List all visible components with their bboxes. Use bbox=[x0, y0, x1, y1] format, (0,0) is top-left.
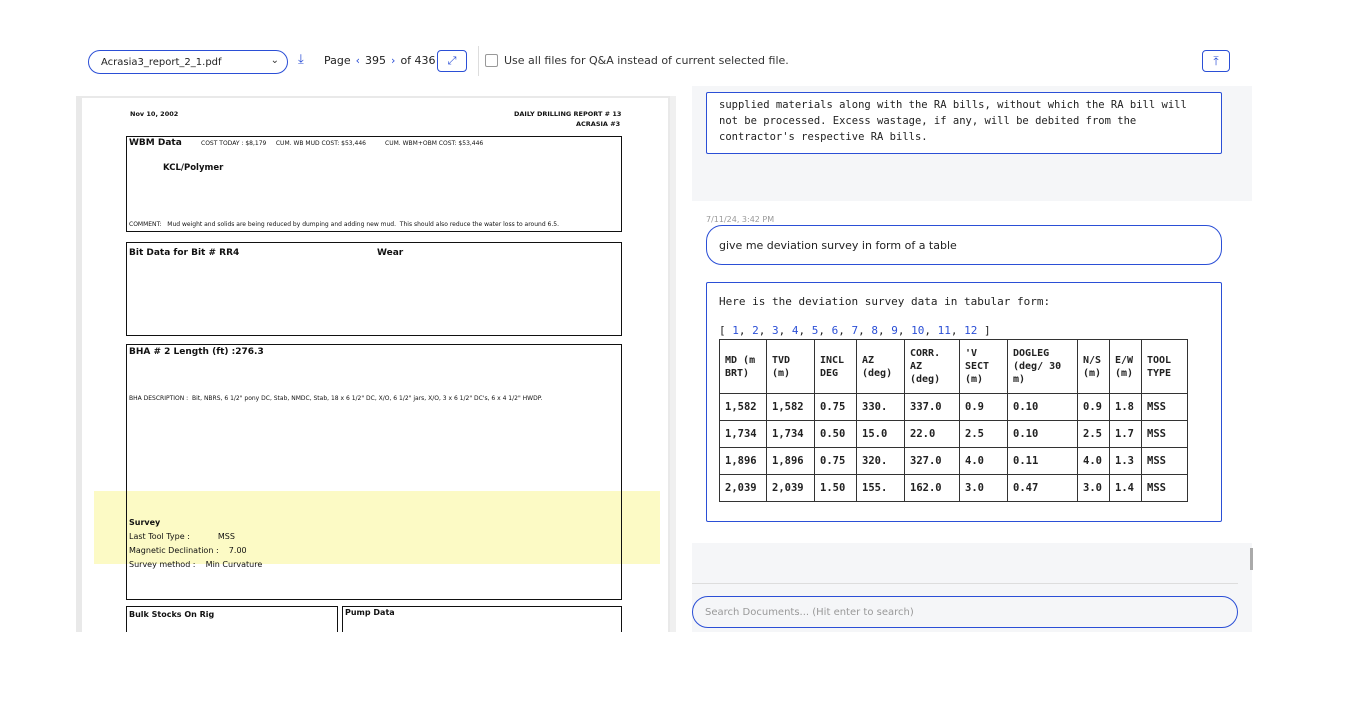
survey-title: Survey bbox=[129, 518, 161, 527]
table-row bbox=[720, 421, 1188, 448]
all-files-checkbox[interactable] bbox=[485, 54, 498, 67]
table-cell: 15.0 bbox=[857, 421, 905, 448]
table-cell: 337.0 bbox=[905, 394, 960, 421]
file-select[interactable] bbox=[88, 50, 288, 74]
table-cell: 155. bbox=[857, 475, 905, 502]
table-cell: 162.0 bbox=[905, 475, 960, 502]
col-az: AZ (deg) bbox=[857, 340, 905, 394]
next-page-icon[interactable]: › bbox=[391, 54, 396, 67]
survey-declination: Magnetic Declination : 7.00 bbox=[129, 546, 247, 555]
survey-method: Survey method : Min Curvature bbox=[129, 560, 263, 569]
table-cell: 0.9 bbox=[960, 394, 1008, 421]
col-vsect: 'V SECT (m) bbox=[960, 340, 1008, 394]
table-cell: 3.0 bbox=[1078, 475, 1110, 502]
previous-answer: supplied materials along with the RA bills, without which the RA bill will not be processed. Excess wastage, if any, will be debited from the contractor's respective RA bills. bbox=[706, 92, 1222, 154]
table-row bbox=[720, 475, 1188, 502]
col-ns: N/S (m) bbox=[1078, 340, 1110, 394]
table-cell: MSS bbox=[1142, 448, 1188, 475]
table-row bbox=[720, 394, 1188, 421]
table-cell: 1,582 bbox=[767, 394, 815, 421]
table-cell: 2,039 bbox=[720, 475, 767, 502]
table-row bbox=[720, 448, 1188, 475]
bulk-title: Bulk Stocks On Rig bbox=[129, 610, 215, 619]
pump-section bbox=[342, 606, 622, 632]
download-icon[interactable]: ⤓ bbox=[298, 52, 304, 67]
col-incl: INCL DEG bbox=[815, 340, 857, 394]
viewer-toolbar bbox=[0, 44, 1366, 80]
col-corr-az: CORR. AZ (deg) bbox=[905, 340, 960, 394]
table-cell: 320. bbox=[857, 448, 905, 475]
table-cell: MSS bbox=[1142, 394, 1188, 421]
toolbar-divider bbox=[478, 46, 479, 76]
table-cell: 1.3 bbox=[1110, 448, 1142, 475]
input-divider bbox=[692, 583, 1238, 584]
deviation-table bbox=[719, 339, 1188, 502]
wbm-title: WBM Data bbox=[129, 138, 182, 148]
bha-section bbox=[126, 344, 622, 600]
answer-number-list: [ 1, 2, 3, 4, 5, 6, 7, 8, 9, 10, 11, 12 ] bbox=[719, 324, 991, 337]
prev-page-icon[interactable]: ‹ bbox=[355, 54, 361, 67]
table-cell: MSS bbox=[1142, 475, 1188, 502]
pump-title: Pump Data bbox=[345, 608, 395, 617]
expand-button[interactable] bbox=[437, 50, 467, 72]
table-cell: 1,896 bbox=[767, 448, 815, 475]
table-cell: 0.10 bbox=[1008, 394, 1078, 421]
table-cell: 2.5 bbox=[1078, 421, 1110, 448]
all-files-checkbox-label: Use all files for Q&A instead of current selected file. bbox=[504, 54, 789, 67]
table-cell: 0.11 bbox=[1008, 448, 1078, 475]
report-date: Nov 10, 2002 bbox=[130, 110, 179, 118]
table-cell: 1,734 bbox=[720, 421, 767, 448]
pager bbox=[324, 54, 436, 67]
wbm-header: COST TODAY : $8,179 CUM. WB MUD COST: $53,446 CUM. WBM+OBM COST: $53,446 bbox=[201, 140, 484, 147]
col-tool: TOOL TYPE bbox=[1142, 340, 1188, 394]
page-label: Page bbox=[324, 54, 351, 67]
col-tvd: TVD (m) bbox=[767, 340, 815, 394]
table-cell: 4.0 bbox=[1078, 448, 1110, 475]
table-cell: 0.50 bbox=[815, 421, 857, 448]
report-title: DAILY DRILLING REPORT # 13 bbox=[514, 110, 622, 118]
page-current[interactable]: 395 bbox=[365, 54, 387, 67]
mud-type: KCL/Polymer bbox=[163, 163, 224, 173]
table-cell: 0.75 bbox=[815, 394, 857, 421]
rig-name: ACRASIA #3 bbox=[576, 120, 621, 128]
table-cell: 1.50 bbox=[815, 475, 857, 502]
bulk-stocks-section bbox=[126, 606, 338, 632]
table-cell: MSS bbox=[1142, 421, 1188, 448]
pdf-viewer[interactable] bbox=[76, 96, 670, 632]
table-cell: 4.0 bbox=[960, 448, 1008, 475]
chevron-down-icon: ⌄ bbox=[270, 55, 279, 66]
search-input[interactable]: Search Documents... (Hit enter to search) bbox=[692, 596, 1238, 628]
page-total: of 436 bbox=[400, 54, 436, 67]
scroll-top-button[interactable] bbox=[1202, 50, 1230, 72]
table-cell: 1,896 bbox=[720, 448, 767, 475]
table-cell: 0.9 bbox=[1078, 394, 1110, 421]
col-ew: E/W (m) bbox=[1110, 340, 1142, 394]
pdf-page bbox=[82, 98, 668, 632]
arrow-up-icon: ⤒ bbox=[1213, 54, 1219, 68]
chat-scrollbar[interactable] bbox=[1250, 548, 1253, 570]
wbm-comment: COMMENT: Mud weight and solids are being reduced by dumping and adding new mud. This should also reduce the water loss to around 6.5. bbox=[129, 221, 559, 228]
col-md: MD (m BRT) bbox=[720, 340, 767, 394]
table-cell: 3.0 bbox=[960, 475, 1008, 502]
col-dogleg: DOGLEG (deg/ 30 m) bbox=[1008, 340, 1078, 394]
table-cell: 1.8 bbox=[1110, 394, 1142, 421]
assistant-answer bbox=[706, 282, 1222, 522]
table-cell: 330. bbox=[857, 394, 905, 421]
table-cell: 327.0 bbox=[905, 448, 960, 475]
table-cell: 0.10 bbox=[1008, 421, 1078, 448]
bha-title: BHA # 2 Length (ft) :276.3 bbox=[129, 347, 264, 357]
chat-pane bbox=[692, 86, 1252, 632]
table-cell: 2,039 bbox=[767, 475, 815, 502]
expand-icon: ⤢ bbox=[447, 54, 457, 67]
table-cell: 1.7 bbox=[1110, 421, 1142, 448]
wear-label: Wear bbox=[377, 248, 404, 258]
table-body bbox=[720, 394, 1188, 502]
file-select-value: Acrasia3_report_2_1.pdf bbox=[101, 56, 222, 68]
table-cell: 1,582 bbox=[720, 394, 767, 421]
table-cell: 0.75 bbox=[815, 448, 857, 475]
answer-intro: Here is the deviation survey data in tabular form: bbox=[719, 295, 1051, 308]
survey-tool: Last Tool Type : MSS bbox=[129, 532, 235, 541]
bit-section bbox=[126, 242, 622, 336]
pane-resizer[interactable] bbox=[670, 96, 676, 632]
chat-message-card bbox=[692, 201, 1252, 543]
bha-description: BHA DESCRIPTION : Bit, NBRS, 6 1/2" pony DC, Stab, NMDC, Stab, 18 x 6 1/2" DC, X/O, 6 1/2" jars, X/O, 3 x 6 1/2" DC's, 6 x 4 1/2" HWDP. bbox=[129, 395, 543, 402]
table-cell: 0.47 bbox=[1008, 475, 1078, 502]
table-header-row bbox=[720, 340, 1188, 394]
bit-title: Bit Data for Bit # RR4 bbox=[129, 248, 240, 258]
user-query: give me deviation survey in form of a table bbox=[706, 225, 1222, 265]
table-cell: 2.5 bbox=[960, 421, 1008, 448]
table-cell: 1,734 bbox=[767, 421, 815, 448]
message-timestamp: 7/11/24, 3:42 PM bbox=[706, 215, 775, 224]
table-cell: 22.0 bbox=[905, 421, 960, 448]
wbm-section bbox=[126, 136, 622, 232]
table-cell: 1.4 bbox=[1110, 475, 1142, 502]
